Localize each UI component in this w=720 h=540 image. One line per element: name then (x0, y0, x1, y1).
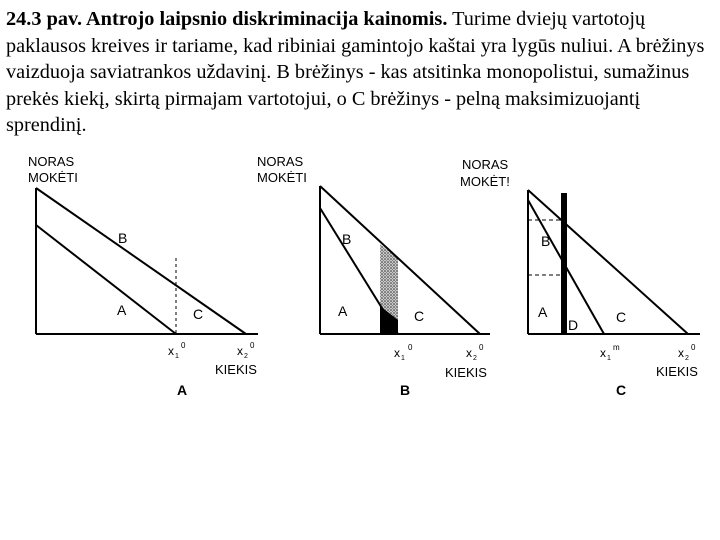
svg-text:1: 1 (607, 355, 611, 362)
caption-text: Turime dviejų vartotojų paklausos kreives ir tariame, kad ribiniai gamintojo kaštai yra lygūs nuliui. A brėžinys vaizduoja saviatrankos uždavinį. B brėžinys - kas atsitinka monopolistui, sumažinus prekės kiekį, skirtą pirmajam vartotojui, o C brėžinys - pelną maksimizuojantį sprendinį. (6, 8, 705, 136)
svg-text:0: 0 (181, 341, 186, 350)
svg-text:x: x (678, 346, 684, 360)
x1-tick-label (600, 343, 620, 362)
svg-text:0: 0 (250, 341, 255, 350)
demand-curve-2 (36, 188, 246, 334)
x1-tick-label (394, 343, 413, 362)
panel-label: C (616, 382, 627, 398)
region-b-label: B (541, 233, 551, 249)
y-axis-label-line2: MOKĖT! (460, 174, 510, 189)
x1-tick-label (168, 341, 186, 360)
figure-b (257, 154, 490, 398)
y-axis-label-line1: NORAS (462, 157, 509, 172)
figure-c (460, 157, 700, 398)
y-axis-label-line2: MOKĖTI (28, 170, 78, 185)
demand-curve-2 (528, 190, 688, 334)
svg-text:0: 0 (479, 343, 484, 352)
y-axis-label-line1: NORAS (28, 154, 75, 169)
svg-text:m: m (613, 343, 620, 352)
region-a-label: A (538, 304, 548, 320)
panel-label: B (400, 382, 411, 398)
svg-text:2: 2 (473, 355, 477, 362)
y-axis-label-line1: NORAS (257, 154, 304, 169)
svg-text:2: 2 (244, 353, 248, 360)
region-c-label: C (414, 308, 425, 324)
svg-text:1: 1 (401, 355, 405, 362)
svg-text:2: 2 (685, 355, 689, 362)
svg-text:x: x (466, 346, 472, 360)
svg-text:x: x (237, 344, 243, 358)
region-c-label: C (193, 306, 204, 322)
region-a-label: A (117, 302, 127, 318)
region-b-label: B (118, 230, 128, 246)
figure-a (28, 154, 258, 398)
y-axis-label-line2: MOKĖTI (257, 170, 307, 185)
x2-tick-label (237, 341, 255, 360)
x-axis-label: KIEKIS (215, 362, 257, 377)
caption-title: 24.3 pav. Antrojo laipsnio diskriminacija kainomis. (6, 8, 448, 30)
x2-tick-label (466, 343, 484, 362)
svg-text:x: x (394, 346, 400, 360)
region-b-label: B (342, 231, 352, 247)
demand-curve-1 (36, 225, 176, 334)
panel-label: A (177, 382, 188, 398)
x-axis-label: KIEKIS (445, 365, 487, 380)
svg-text:0: 0 (691, 343, 696, 352)
svg-text:0: 0 (408, 343, 413, 352)
region-c-label: C (616, 309, 627, 325)
x2-tick-label (678, 343, 696, 362)
region-a-label: A (338, 303, 348, 319)
region-d-label: D (568, 317, 579, 333)
svg-text:x: x (168, 344, 174, 358)
x-axis-label: KIEKIS (656, 364, 698, 379)
svg-text:x: x (600, 346, 606, 360)
svg-text:1: 1 (175, 353, 179, 360)
